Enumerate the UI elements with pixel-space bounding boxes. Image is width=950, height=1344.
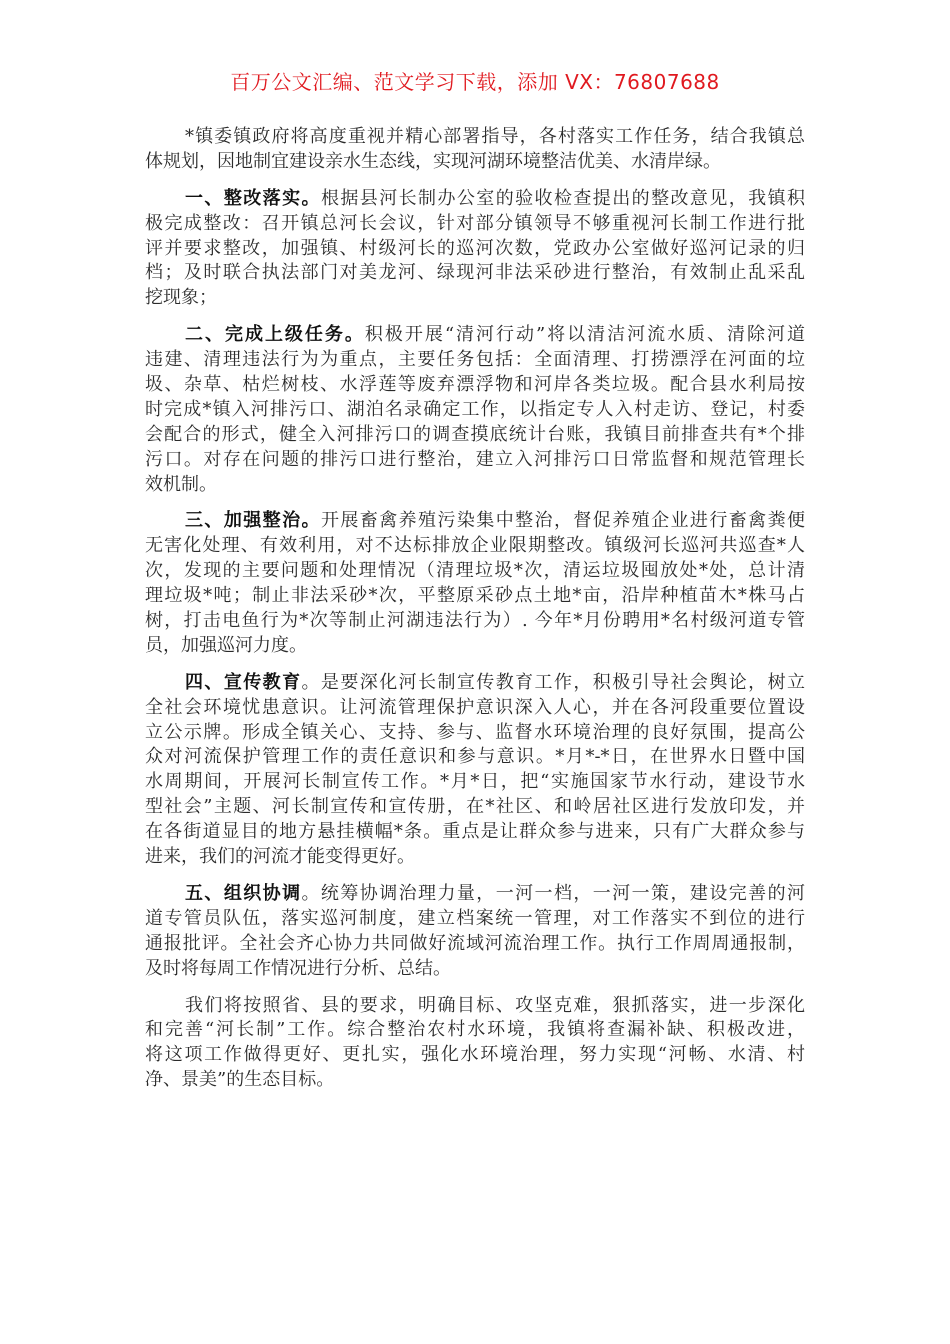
paragraph [145,671,805,870]
paragraph [145,187,805,311]
text-line [145,373,805,398]
text-line [145,125,805,150]
line-text: 理垃圾*吨；制止非法采砂*次，平整原采砂点土地*亩，沿岸种植苗木*株马占 [145,585,805,607]
text-line [145,423,805,448]
line-text: 及时将每周工作情况进行分析、总结。 [145,957,451,979]
line-text: 道专管员队伍，落实巡河制度，建立档案统一管理，对工作落实不到位的进行 [145,907,805,929]
line-text: 将这项工作做得更好、更扎实，强化水环境治理，努力实现“河畅、水清、村 [145,1044,805,1066]
text-line [145,721,805,746]
text-line [145,150,805,175]
line-text: *镇委镇政府将高度重视并精心部署指导，各村落实工作任务，结合我镇总 [185,126,805,147]
line-text: 根据县河长制办公室的验收检查提出的整改意见，我镇积 [320,187,805,209]
line-text: 水周期间，开展河长制宣传工作。*月*日，把“实施国家节水行动，建设节水 [145,771,805,793]
text-line [145,957,805,982]
text-line [145,696,805,721]
line-text: 和完善“河长制”工作。综合整治农村水环境，我镇将查漏补缺、积极改进， [145,1019,805,1041]
line-text: 立公示牌。形成全镇关心、支持、参与、监督水环境治理的良好氛围，提高公 [145,721,805,743]
text-line [145,882,805,907]
paragraph [145,882,805,982]
line-text: 进来，我们的河流才能变得更好。 [145,846,415,868]
line-text: 时完成*镇入河排污口、湖泊名录确定工作，以指定专人入村走访、登记，村委 [145,398,805,420]
document-body [145,125,805,1105]
line-text: 圾、杂草、枯烂树枝、水浮莲等废弃漂浮物和河岸各类垃圾。配合县水利局按 [145,374,805,396]
text-line [145,509,805,534]
line-text: 违建、清理违法行为为重点，主要任务包括：全面清理、打捞漂浮在河面的垃 [145,349,805,371]
line-text: 体规划，因地制宜建设亲水生态线，实现河湖环境整洁优美、水清岸绿。 [145,150,721,172]
text-line [145,237,805,262]
text-line [145,634,805,659]
line-text: 评并要求整改，加强镇、村级河长的巡河次数，党政办公室做好巡河记录的归 [145,237,805,259]
line-text: 无害化处理、有效利用，对不达标排放企业限期整改。镇级河长巡河共巡查*人 [145,535,805,557]
line-text: 树，打击电鱼行为*次等制止河湖违法行为）. 今年*月份聘用*名村级河道专管 [145,610,805,632]
text-line [145,820,805,845]
line-text: 众对河流保护管理工作的责任意识和参与意识。*月*-*日，在世界水日暨中国 [145,746,805,768]
line-text: 档；及时联合执法部门对美龙河、绿现河非法采砂进行整治，有效制止乱采乱 [145,262,805,284]
paragraph [145,125,805,175]
line-text: 开展畜禽养殖污染集中整治，督促养殖企业进行畜禽粪便 [320,510,805,532]
line-text: 。是要深化河长制宣传教育工作，积极引导社会舆论，树立 [301,671,805,693]
text-line [145,770,805,795]
section-heading: 二、完成上级任务。 [185,324,365,346]
line-text: 积极开展“清河行动”将以清洁河流水质、清除河道 [364,324,806,346]
line-text: 。统筹协调治理力量，一河一档，一河一策，建设完善的河 [301,882,805,904]
text-line [145,448,805,473]
line-text: 员，加强巡河力度。 [145,634,307,656]
line-text: 次，发现的主要问题和处理情况（清理垃圾*次，清运垃圾囤放处*处，总计清 [145,560,805,582]
line-text: 全社会环境忧患意识。让河流管理保护意识深入人心，并在各河段重要位置设 [145,696,805,718]
text-line [145,559,805,584]
text-line [145,1068,805,1093]
text-line [145,473,805,498]
paragraph [145,323,805,497]
section-heading: 五、组织协调 [185,882,302,904]
watermark-banner: 百万公文汇编、范文学习下载，添加 VX：76807688 [230,70,720,94]
section-heading: 四、宣传教育 [185,671,302,693]
text-line [145,534,805,559]
line-text: 极完成整改：召开镇总河长会议，针对部分镇领导不够重视河长制工作进行批 [145,212,805,234]
text-line [145,212,805,237]
line-text: 效机制。 [145,473,217,495]
text-line [145,1018,805,1043]
text-line [145,398,805,423]
text-line [145,187,805,212]
line-text: 在各街道显目的地方悬挂横幅*条。重点是让群众参与进来，只有广大群众参与 [145,821,805,843]
text-line [145,584,805,609]
line-text: 通报批评。全社会齐心协力共同做好流域河流治理工作。执行工作周周通报制， [145,932,805,954]
line-text: 我们将按照省、县的要求，明确目标、攻坚克难，狠抓落实，进一步深化 [185,994,805,1016]
line-text: 净、景美”的生态目标。 [145,1069,335,1091]
text-line [145,932,805,957]
text-line [145,745,805,770]
text-line [145,261,805,286]
text-line [145,609,805,634]
line-text: 会配合的形式，健全入河排污口的调查摸底统计台账，我镇目前排查共有*个排 [145,423,805,445]
text-line [145,994,805,1019]
text-line [145,795,805,820]
text-line [145,323,805,348]
text-line [145,907,805,932]
text-line [145,1043,805,1068]
text-line [145,348,805,373]
text-line [145,671,805,696]
paragraph [145,509,805,658]
text-line [145,286,805,311]
line-text: 挖现象； [145,287,217,309]
section-heading: 一、整改落实。 [185,187,321,209]
paragraph [145,994,805,1094]
text-line [145,845,805,870]
line-text: 型社会”主题、河长制宣传和宣传册，在*社区、和岭居社区进行发放印发，并 [145,796,805,818]
section-heading: 三、加强整治。 [185,510,321,532]
line-text: 污口。对存在问题的排污口进行整治，建立入河排污口日常监督和规范管理长 [145,448,805,470]
